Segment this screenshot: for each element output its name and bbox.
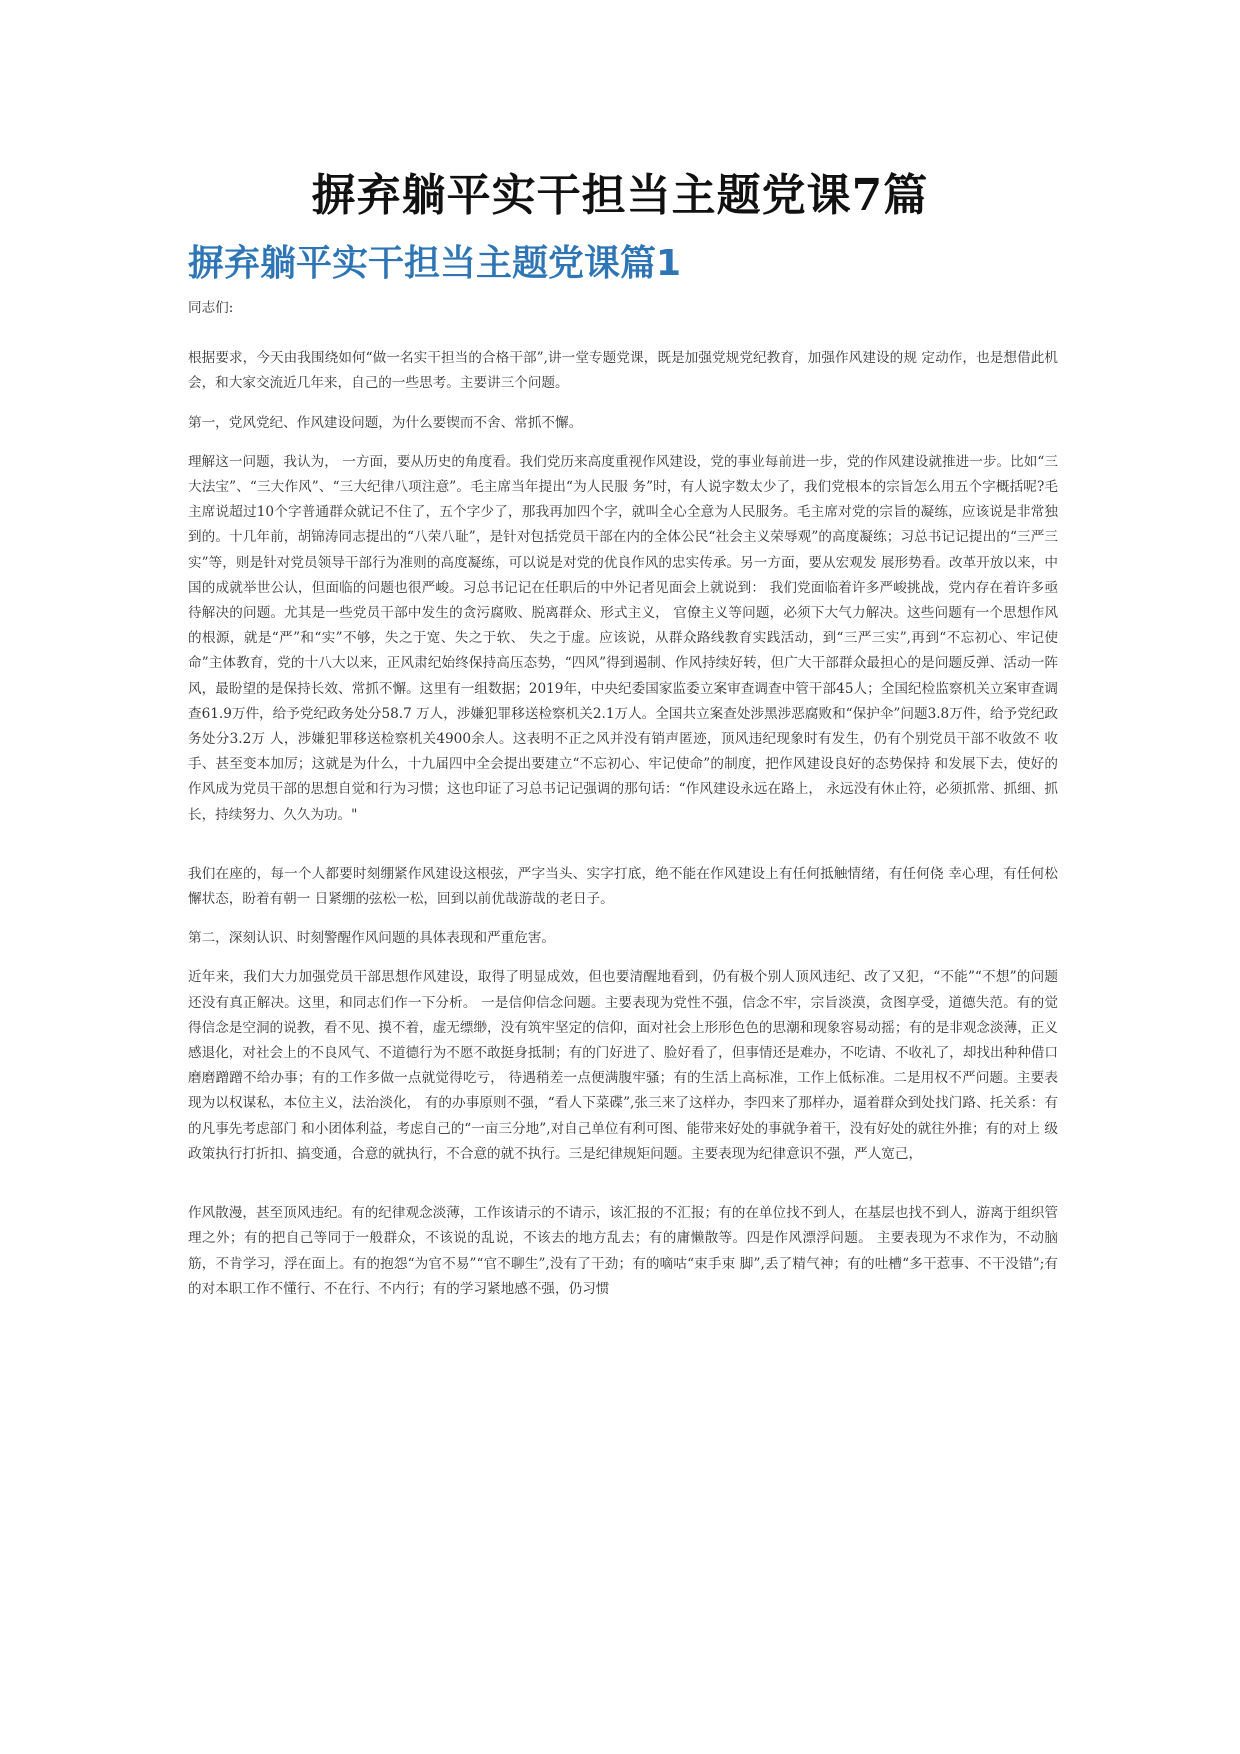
paragraph-point-one-body: 理解这一问题，我认为， 一方面，要从历史的角度看。我们党历来高度重视作风建设，党的事业每前进一步，党的作风建设就推进一步。比如“三大法宝”、“三大作风”、“三大纪律八项注意”。毛主席当年提出“为人民服 务”时，有人说字数太少了，我们党根本的宗旨怎么用五个字概括呢?毛主席说超过10个字普通群众就记不住了，五个字少了，那我再加四个字，就叫全心全意为人民服务。毛主席对党的宗旨的凝练，应该说是非常独到的。十几年前，胡锦涛同志提出的“八荣八耻”，是针对包括党员干部在内的全体公民“社会主义荣辱观”的高度凝练；习总书记记提出的“三严三实”等，则是针对党员领导干部行为准则的高度凝练，可以说是对党的优良作风的忠实传承。另一方面，要从宏观发 展形势看。改革开放以来，中国的成就举世公认，但面临的问题也很严峻。习总书记记在任职后的中外记者见面会上就说到： 我们党面临着许多严峻挑战，党内存在着许多亟待解决的问题。尤其是一些党员干部中发生的贪污腐败、脱离群众、形式主义， 官僚主义等问题，必须下大气力解决。这些问题有一个思想作风的根源，就是“严”和“实”不够，失之于宽、失之于软、 失之于虚。应该说，从群众路线教育实践活动，到“三严三实”,再到“不忘初心、牢记使命”主体教育，党的十八大以来，正风肃纪始终保持高压态势，“四风”得到遏制、作风持续好转，但广大干部群众最担心的是问题反弹、活动一阵风，最盼望的是保持长效、常抓不懈。这里有一组数据；2019年，中央纪委国家监委立案审查调查中管干部45人；全国纪检监察机关立案审查调查61.9万件，给予党纪政务处分58.7 万人，涉嫌犯罪移送检察机关2.1万人。全国共立案查处涉黑涉恶腐败和“保护伞”问题3.8万件，给予党纪政务处分3.2万 人，涉嫌犯罪移送检察机关4900余人。这表明不正之风并没有销声匿迹，顶风违纪现象时有发生，仍有个别党员干部不收敛不 收手、甚至变本加厉；这就是为什么，十九届四中全会提出要建立“不忘初心、牢记使命”的制度，把作风建设良好的态势保持 和发展下去，使好的作风成为党员干部的思想自觉和行为习惯；这也印证了习总书记记强调的那句话：“作风建设永远在路上， 永远没有休止符，必须抓常、抓细、抓长，持续努力、久久为功。" [188, 453, 1058, 823]
document-title: 摒弃躺平实干担当主题党课7篇 [311, 170, 929, 221]
paragraph-intro: 根据要求，今天由我围绕如何“做一名实干担当的合格干部”,讲一堂专题党课，既是加强党规党纪教育，加强作风建设的规 定动作，也是想借此机会，和大家交流近几年来，自己的一些思考。主要讲三个问题。 [188, 350, 1058, 392]
paragraph-greeting: 同志们: [188, 300, 234, 316]
document-body [188, 296, 1058, 1302]
section-heading: 摒弃躺平实干担当主题党课篇1 [188, 243, 682, 284]
paragraph-point-one-heading: 第一，党风党纪、作风建设问题，为什么要锲而不舍、常抓不懈。 [188, 414, 583, 431]
paragraph-point-two-body: 近年来，我们大力加强党员干部思想作风建设，取得了明显成效，但也要清醒地看到，仍有极个别人顶风违纪、改了又犯，“不能”“不想”的问题还没有真正解决。这里，和同志们作一下分析。 一是信仰信念问题。主要表现为党性不强，信念不牢，宗旨淡漠，贪图享受，道德失范。有的觉得信念是空洞的说教，看不见、摸不着，虚无缥缈，没有筑牢坚定的信仰，面对社会上形形色色的思潮和现象容易动摇；有的是非观念淡薄，正义感退化，对社会上的不良风气、不道德行为不愿不敢挺身抵制；有的门好进了、脸好看了，但事情还是难办，不吃请、不收礼了，却找出种种借口磨磨蹭蹭不给办事；有的工作多做一点就觉得吃亏， 待遇稍差一点便满腹牢骚；有的生活上高标准，工作上低标准。二是用权不严问题。主要表现为以权谋私，本位主义，法治淡化， 有的办事原则不强，“看人下菜碟”,张三来了这样办，李四来了那样办，逼着群众到处找门路、托关系：有的凡事先考虑部门 和小团体利益，考虑自己的“一亩三分地”,对自己单位有利可图、能带来好处的事就争着干，没有好处的就往外推；有的对上 级政策执行打折扣、搞变通，合意的就执行，不合意的就不执行。三是纪律规矩问题。主要表现为纪律意识不强，严人宽己， [188, 969, 1058, 1162]
paragraph-point-one-conclusion: 我们在座的，每一个人都要时刻绷紧作风建设这根弦，严字当头、实字打底，绝不能在作风建设上有任何抵触情绪，有任何侥 幸心理，有任何松懈状态，盼着有朝一 日紧绷的弦松一松，回到以前优哉游哉的老日子。 [188, 865, 1058, 908]
paragraph-point-two-heading: 第二，深刻认识、时刻警醒作风问题的具体表现和严重危害。 [188, 930, 556, 947]
paragraph-point-two-continued: 作风散漫，甚至顶风违纪。有的纪律观念淡薄，工作该请示的不请示，该汇报的不汇报；有的在单位找不到人，在基层也找不到人，游离于组织管理之外；有的把自己等同于一般群众，不该说的乱说，不该去的地方乱去；有的庸懒散等。四是作风漂浮问题。 主要表现为不求作为，不动脑筋，不肯学习，浮在面上。有的抱怨“为官不易”“官不聊生”,没有了干劲；有的嘀咕“束手束 脚”,丢了精气神；有的吐槽“多干惹事、不干没错”;有的对本职工作不懂行、不在行、不内行；有的学习紧地感不强，仍习惯 [188, 1205, 1058, 1297]
